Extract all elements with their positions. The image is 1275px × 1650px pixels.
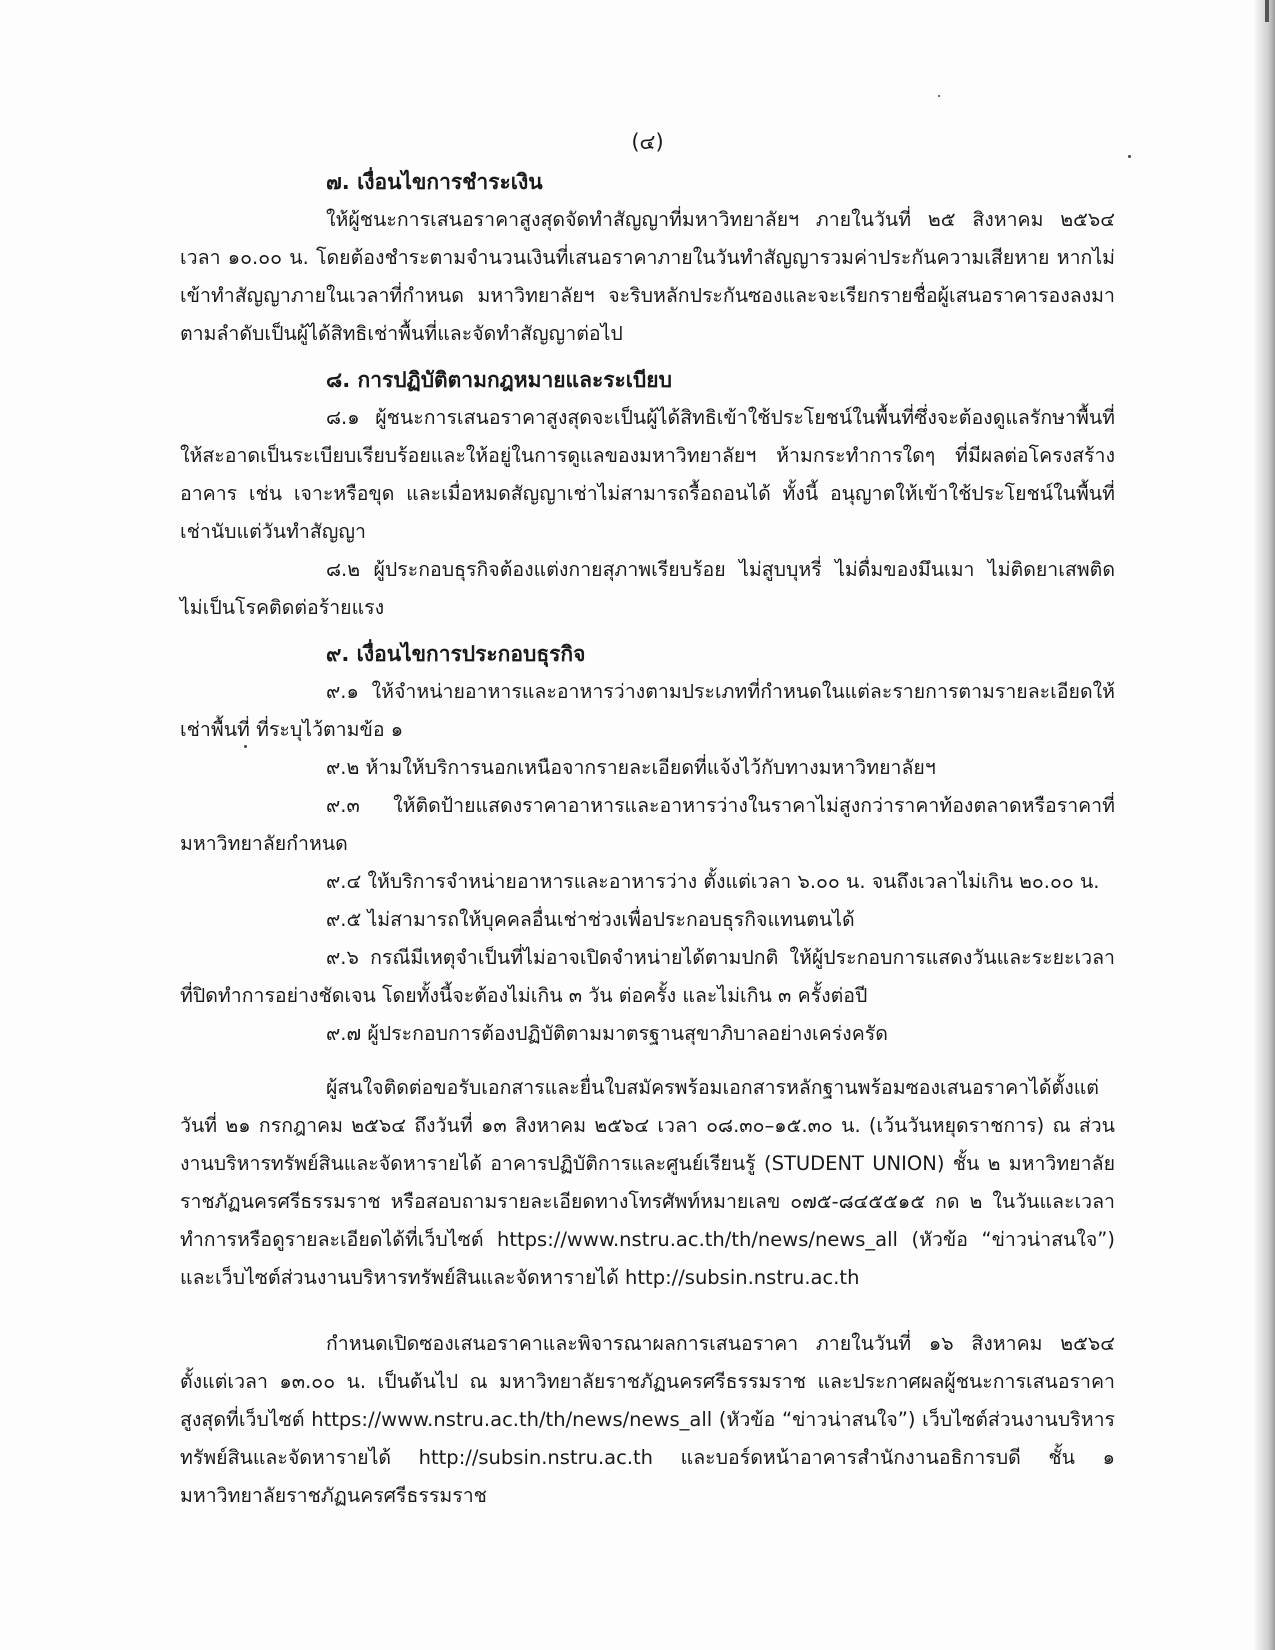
section-9-item-2: ๙.๒ ห้ามให้บริการนอกเหนือจากรายละเอียดที่แจ้งไว้กับทางมหาวิทยาลัยฯ — [326, 756, 936, 779]
section-8-item-1: ๘.๑ ผู้ชนะการเสนอราคาสูงสุดจะเป็นผู้ได้สิทธิเข้าใช้ประโยชน์ในพื้นที่ซึ่งจะต้องดูแลรักษาพื้นที่ให้สะอาดเป็นระเบียบเรียบร้อยและให้อยู่ในการดูแลของมหาวิทยาลัยฯ ห้ามกระทำการใดๆ ที่มีผลต่อโครงสร้างอาคาร เช่น เจาะหรือขุด และเมื่อหมดสัญญาเช่าไม่สามารถรื้อถอนได้ ทั้งนี้ อนุญาตให้เข้าใช้ประโยชน์ในพื้นที่เช่านับแต่วันทำสัญญา — [180, 406, 1115, 543]
contact-paragraph: ผู้สนใจติดต่อขอรับเอกสารและยื่นใบสมัครพร้อมเอกสารหลักฐานพร้อมซองเสนอราคาได้ตั้งแต่วันที่ ๒๑ กรกฎาคม ๒๕๖๔ ถึงวันที่ ๑๓ สิงหาคม ๒๕๖๔ เวลา ๐๘.๓๐–๑๕.๓๐ น. (เว้นวันหยุดราชการ) ณ ส่วนงานบริหารทรัพย์สินและจัดหารายได้ อาคารปฏิบัติการและศูนย์เรียนรู้ (STUDENT UNION) ชั้น ๒ มหาวิทยาลัยราชภัฏนครศรีธรรมราช หรือสอบถามรายละเอียดทางโทรศัพท์หมายเลข ๐๗๕-๘๔๕๕๑๕ กด ๒ ในวันและเวลาทำการหรือดูรายละเอียดได้ที่เว็บไซต์ https://www.nstru.ac.th/th/news/news_all (หัวข้อ “ข่าวน่าสนใจ”) และเว็บไซต์ส่วนงานบริหารทรัพย์สินและจัดหารายได้ http://subsin.nstru.ac.th — [180, 1076, 1115, 1289]
section-7-paragraph: ให้ผู้ชนะการเสนอราคาสูงสุดจัดทำสัญญาที่มหาวิทยาลัยฯ ภายในวันที่ ๒๕ สิงหาคม ๒๕๖๔ เวลา ๑๐.๐๐ น. โดยต้องชำระตามจำนวนเงินที่เสนอราคาภายในวันทำสัญญารวมค่าประกันความเสียหาย หากไม่เข้าทำสัญญาภายในเวลาที่กำหนด มหาวิทยาลัยฯ จะริบหลักประกันซองและจะเรียกรายชื่อผู้เสนอราคารองลงมาตามลำดับเป็นผู้ได้สิทธิเช่าพื้นที่และจัดทำสัญญาต่อไป — [180, 208, 1115, 345]
section-9-item-6: ๙.๖ กรณีมีเหตุจำเป็นที่ไม่อาจเปิดจำหน่ายได้ตามปกติ ให้ผู้ประกอบการแสดงวันและระยะเวลาที่ปิดทำการอย่างชัดเจน โดยทั้งนี้จะต้องไม่เกิน ๓ วัน ต่อครั้ง และไม่เกิน ๓ ครั้งต่อปี — [180, 946, 1115, 1007]
section-9-item-1: ๙.๑ ให้จำหน่ายอาหารและอาหารว่างตามประเภทที่กำหนดในแต่ละรายการตามรายละเอียดให้เช่าพื้นที่ ที่ระบุไว้ตามข้อ ๑ — [180, 680, 1115, 741]
scan-edge-shadow — [1253, 0, 1275, 1650]
section-8-item-2: ๘.๒ ผู้ประกอบธุรกิจต้องแต่งกายสุภาพเรียบร้อย ไม่สูบบุหรี่ ไม่ดื่มของมึนเมา ไม่ติดยาเสพติด ไม่เป็นโรคติดต่อร้ายแรง — [180, 558, 1115, 619]
scan-corner-mark — [1265, 0, 1269, 22]
section-9-item-5: ๙.๕ ไม่สามารถให้บุคคลอื่นเช่าช่วงเพื่อประกอบธุรกิจแทนตนได้ — [326, 908, 855, 931]
page-number: (๔) — [631, 130, 664, 154]
document-body — [180, 125, 1115, 1515]
section-8-heading: ๘. การปฏิบัติตามกฎหมายและระเบียบ — [326, 368, 672, 392]
section-9-item-3: ๙.๓ ให้ติดป้ายแสดงราคาอาหารและอาหารว่างในราคาไม่สูงกว่าราคาท้องตลาดหรือราคาที่มหาวิทยาลัยกำหนด — [180, 794, 1115, 855]
section-7-heading: ๗. เงื่อนไขการชำระเงิน — [326, 170, 543, 194]
scan-speck — [938, 95, 940, 97]
section-9-item-7: ๙.๗ ผู้ประกอบการต้องปฏิบัติตามมาตรฐานสุขาภิบาลอย่างเคร่งครัด — [326, 1022, 888, 1045]
scan-speck — [1128, 155, 1131, 158]
section-9-item-4: ๙.๔ ให้บริการจำหน่ายอาหารและอาหารว่าง ตั้งแต่เวลา ๖.๐๐ น. จนถึงเวลาไม่เกิน ๒๐.๐๐ น. — [326, 870, 1100, 893]
bid-opening-paragraph: กำหนดเปิดซองเสนอราคาและพิจารณาผลการเสนอราคา ภายในวันที่ ๑๖ สิงหาคม ๒๕๖๔ ตั้งแต่เวลา ๑๓.๐๐ น. เป็นต้นไป ณ มหาวิทยาลัยราชภัฏนครศรีธรรมราช และประกาศผลผู้ชนะการเสนอราคาสูงสุดที่เว็บไซต์ https://www.nstru.ac.th/th/news/news_all (หัวข้อ “ข่าวน่าสนใจ”) เว็บไซต์ส่วนงานบริหารทรัพย์สินและจัดหารายได้ http://subsin.nstru.ac.th และบอร์ดหน้าอาคารสำนักงานอธิการบดี ชั้น ๑ มหาวิทยาลัยราชภัฏนครศรีธรรมราช — [180, 1332, 1115, 1507]
section-9-heading: ๙. เงื่อนไขการประกอบธุรกิจ — [326, 642, 586, 666]
